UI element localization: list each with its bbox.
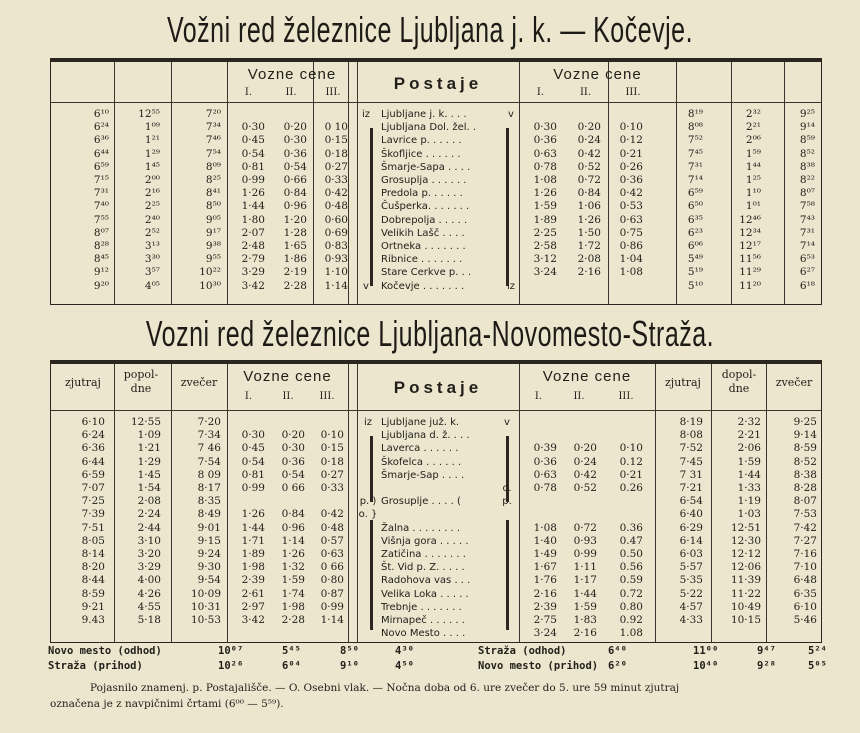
footer-row-2-r4: 5⁰⁵ — [808, 660, 827, 672]
fares-header-left-2: Vozne cene — [243, 368, 332, 385]
t2-direction-marks-left: iz p. ) o. } — [358, 417, 378, 521]
fares-header-right: Vozne cene — [553, 66, 642, 83]
footer-row-1-r3: 9⁴⁷ — [757, 645, 776, 657]
class-3-right: III. — [625, 87, 641, 98]
footer-row-2-left: Straža (prihod) — [48, 660, 143, 672]
t2-times-morning-back: 8·19 8·08 7·52 7·45 7 31 7·21 6·54 6·40 6·29 6·14 6·03 5·57 5·35 5·22 4·57 4·33 — [679, 416, 703, 627]
footer-row-1-left: Novo mesto (odhod) — [48, 645, 162, 657]
class-3-right-2: III. — [618, 391, 634, 402]
footer-row-1-r2: 11⁰⁰ — [693, 645, 719, 657]
class-2-left: II. — [285, 87, 297, 98]
class-2-right-2: II. — [573, 391, 585, 402]
fares-header-left: Vozne cene — [247, 66, 337, 83]
footer-row-2-r3: 9²⁸ — [757, 660, 776, 672]
t1-direction-marks-right: v iz — [506, 109, 516, 292]
footer-row-2-v1: 10²⁶ — [218, 660, 244, 672]
t2-fares-3-back: 0·10 0.12 0·21 0.26 0.36 0.47 0.50 0.56 0.59 0.72 0.80 0.92 1.08 — [619, 442, 643, 640]
t2-station-list: Ljubljane juž. k. Ljubljana d. ž. . . . Laverca . . . . . . Škofelca . . . . . . Šmarje-Sap . . . . Grosuplje . . . . ( Žalna . . . . . . . . Višnja gora . . . . . Zatičina . . . . . . . Št. Vid p. Z. . . . . Radohova vas . . . Velika Loka . . . . . Trebnje . . . . . . . Mirnapeč . . . . . . Novo Mesto . . . . — [381, 417, 471, 640]
class-3-left: III. — [325, 87, 341, 98]
footer-row-2-v3: 9¹⁰ — [340, 660, 359, 672]
up-arrow-icon — [506, 128, 509, 286]
t1-fares-3-out: 0 10 0·15 0·18 0·27 0·33 0·42 0·48 0·60 0·69 0·83 0·93 1·10 1·14 — [324, 121, 348, 292]
class-3-left-2: III. — [319, 391, 335, 402]
footer-row-2-v4: 4⁵⁰ — [395, 660, 414, 672]
col-evening-left: zvečer — [180, 376, 218, 389]
t2-times-afternoon-out: 12·55 1·09 1·21 1·29 1·45 1·54 2·08 2·24 2·44 3·10 3·20 3·29 4·00 4·26 4·55 5·18 — [130, 416, 161, 627]
t1-times-evening-out: 7²⁰ 7³⁴ 7⁴⁶ 7⁵⁴ 8⁰⁹ 8²⁵ 8⁴¹ 8⁵⁰ 9⁰⁵ 9¹⁷ 9³⁸ 9⁵⁵ 10²² 10³⁰ — [199, 108, 221, 292]
footer-row-1-r1: 6⁴⁰ — [608, 645, 627, 657]
t1-times-morning-back: 8¹⁹ 8⁰⁸ 7⁵² 7⁴⁵ 7³¹ 7¹⁴ 6⁵⁹ 6⁵⁰ 6³⁵ 6²³ 6⁰⁶ 5⁴⁹ 5¹⁹ 5¹⁰ — [687, 108, 703, 292]
stations-header-2: Postaje — [393, 378, 483, 397]
footer-row-1-v1: 10⁰⁷ — [218, 645, 244, 657]
footer-row-1-v3: 8⁵⁰ — [340, 645, 359, 657]
legend-note-line-1: Pojasnilo znamenj. p. Postajališče. — O. Osebni vlak. — Nočna doba od 6. ure zvečer do 5. ure 59 minut zjutraj — [90, 682, 680, 694]
t2-direction-marks-right: v o. p. — [502, 417, 512, 508]
fares-header-right-2: Vozne cene — [542, 368, 632, 385]
footer-row-2-r1: 6²⁰ — [608, 660, 627, 672]
t1-fares-2-back: 0·20 0·24 0·42 0·52 0·72 0·84 1·06 1·26 1·50 1·72 2·08 2·16 — [577, 121, 601, 279]
t2-times-forenoon-back: 2·32 2·21 2·06 1·59 1·44 1·33 1·19 1·03 12·51 12·30 12·12 12·06 11·39 11·22 10·49 10·15 — [730, 416, 761, 627]
class-2-left-2: II. — [282, 391, 294, 402]
timetable-kocevje — [50, 58, 822, 305]
up-arrow-icon — [506, 436, 509, 502]
t1-times-evening-back: 9²⁵ 9¹⁴ 8⁵⁹ 8⁵² 8³⁸ 8²² 8⁰⁷ 7⁵⁸ 7⁴³ 7³¹ 7¹⁴ 6⁵³ 6²⁷ 6¹⁸ — [799, 108, 815, 292]
t2-fares-2-back: 0·20 0·24 0·42 0·52 0·72 0·93 0·99 1·11 1·17 1·44 1·59 1·83 2·16 — [573, 442, 597, 640]
legend-note-line-2: označena je z navpičnimi črtami (6⁰⁰ — 5⁵⁹). — [50, 698, 284, 710]
t1-fares-2-out: 0·20 0·30 0·36 0·54 0·66 0·84 0·96 1·20 1·28 1·65 1·86 2·19 2·28 — [283, 121, 307, 292]
t2-times-evening-back: 9·25 9·14 8·59 8·52 8·38 8·28 8·07 7·53 7·42 7·27 7·16 7·10 6·48 6·35 6·10 5·46 — [793, 416, 817, 627]
t2-fares-1-out: 0·30 0·45 0·54 0·81 0·99 1·26 1·44 1·71 1·89 1·98 2·39 2·61 2·97 3·42 — [241, 429, 265, 627]
footer-row-1-r4: 5²⁴ — [808, 645, 827, 657]
t1-times-afternoon-out: 12⁵⁵ 1⁰⁹ 1²¹ 1²⁹ 1⁴⁵ 2⁰⁰ 2¹⁶ 2²⁵ 2⁴⁰ 2⁵² 3¹³ 3³⁰ 3⁵⁷ 4⁰⁵ — [138, 108, 160, 292]
col-morning-right: zjutraj — [665, 376, 701, 389]
t1-fares-3-back: 0·10 0·12 0·21 0·26 0·36 0·42 0·53 0·63 0·75 0·86 1·04 1·08 — [619, 121, 643, 279]
down-arrow-icon — [370, 520, 373, 630]
t2-fares-3-out: 0·10 0·15 0·18 0·27 0·33 0·42 0·48 0·57 0·63 0 66 0·80 0·87 0·99 1·14 — [320, 429, 344, 627]
t2-fares-2-out: 0·20 0·30 0·36 0·54 0 66 0·84 0·96 1·14 1·26 1·32 1·59 1·74 1·98 2·28 — [281, 429, 305, 627]
class-2-right: II. — [579, 87, 592, 98]
timetable-novomesto — [50, 360, 822, 643]
t1-fares-1-back: 0·30 0·36 0·63 0·78 1·08 1·26 1·59 1·89 2·25 2·58 3·12 3·24 — [533, 121, 557, 279]
footer-row-1-v4: 4³⁰ — [395, 645, 414, 657]
footer-row-2-v2: 6⁰⁴ — [282, 660, 301, 672]
t2-times-evening-out: 7·20 7·34 7 46 7·54 8 09 8·17 8·35 8·49 9·01 9·15 9·24 9·30 9·54 10·09 10·31 10·53 — [190, 416, 221, 627]
t1-direction-marks-left: iz v — [361, 109, 371, 292]
t2-fares-1-back: 0·39 0·36 0·63 0·78 1·08 1·40 1·49 1·67 1·76 2·16 2·39 2·75 3·24 — [533, 442, 557, 640]
footer-row-1-right: Straža (odhod) — [478, 645, 567, 657]
down-arrow-icon — [370, 128, 373, 286]
t1-fares-1-out: 0·30 0·45 0·54 0·81 0·99 1·26 1·44 1·80 2·07 2·48 2·79 3·29 3·42 — [241, 121, 265, 292]
footer-row-2-r2: 10⁴⁰ — [693, 660, 719, 672]
col-afternoon-left: popol-dne — [123, 368, 159, 395]
t1-times-morning-out: 6¹⁰ 6²⁴ 6³⁶ 6⁴⁴ 6⁵⁹ 7¹⁵ 7³¹ 7⁴⁰ 7⁵⁵ 8⁰⁷ 8²⁸ 8⁴⁵ 9¹² 9²⁰ — [93, 108, 109, 292]
col-evening-right: zvečer — [775, 376, 813, 389]
class-1-right-2: I. — [534, 391, 543, 402]
footer-row-1-v2: 5⁴⁵ — [282, 645, 301, 657]
footer-row-2-right: Novo mesto (prihod) — [478, 660, 599, 672]
col-morning-left: zjutraj — [65, 376, 101, 389]
col-forenoon-right: dopol-dne — [721, 368, 757, 395]
up-arrow-icon — [506, 520, 509, 630]
t1-station-list: Ljubljane j. k. . . . Ljubljana Dol. žel. . Lavrice p. . . . . . Škofljice . . . . . . Šmarje-Sapa . . . . Grosuplja . . . . . . Predola p. . . . . . Čušperka. . . . . . . Dobrepolja . . . . . Velikih Lašč . . . . Ortneka . . . . . . . Ribnice . . . . . . . Stare Cerkve p. . . Kočevje . . . . . . . — [381, 109, 477, 292]
class-1-left: I. — [244, 87, 253, 98]
t2-times-morning-out: 6·10 6·24 6·36 6·44 6·59 7·07 7·25 7·39 7·51 8·05 8·14 8·20 8·44 8·59 9·21 9.43 — [81, 416, 105, 627]
t1-times-afternoon-back: 2³² 2²¹ 2⁰⁶ 1⁵⁹ 1⁴⁴ 1²⁵ 1¹⁰ 1⁰¹ 12⁴⁶ 12³⁴ 12¹⁷ 11⁵⁶ 11²⁹ 11²⁰ — [739, 108, 761, 292]
stations-header: Postaje — [393, 74, 483, 93]
timetable-title-kocevje: Vožni red železnice Ljubljana j. k. — Kočevje. — [166, 10, 694, 51]
down-arrow-icon — [370, 436, 373, 502]
timetable-title-novomesto: Vozni red železnice Ljubljana-Novomesto-Straža. — [145, 314, 715, 355]
class-1-right: I. — [536, 87, 545, 98]
class-1-left-2: I. — [244, 391, 253, 402]
